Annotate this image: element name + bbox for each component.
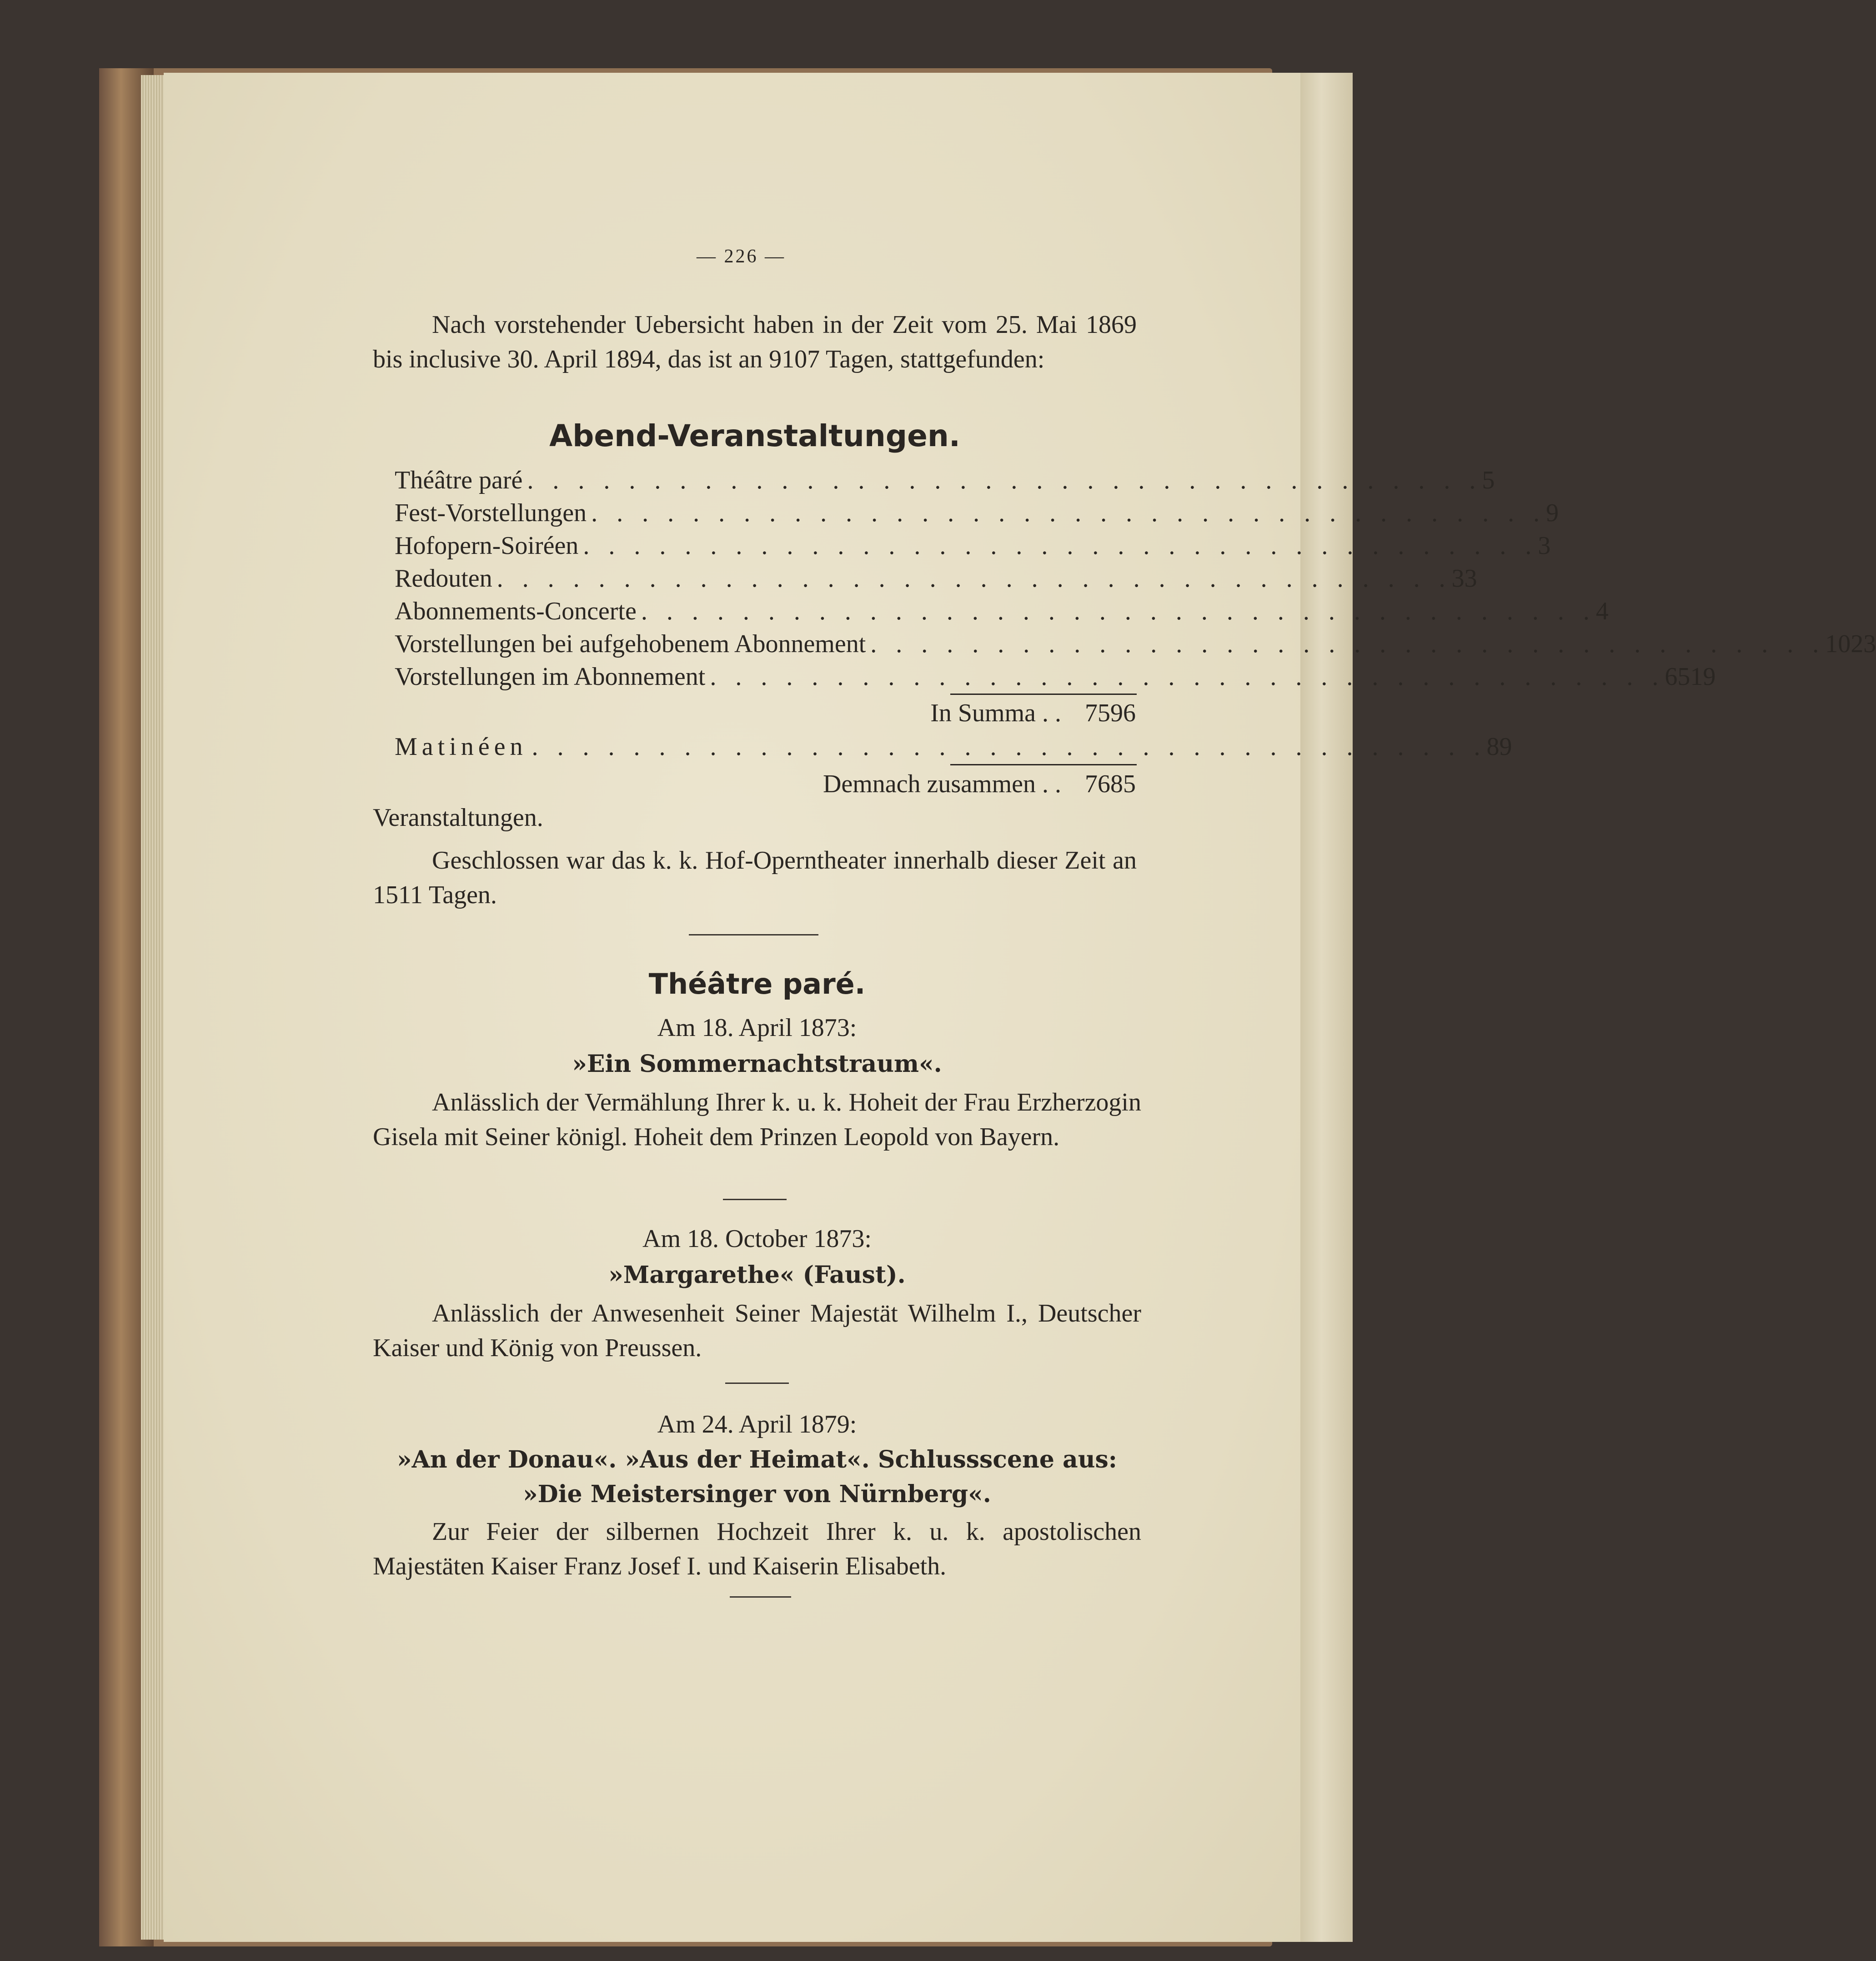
tally-label: Théâtre paré bbox=[395, 466, 523, 494]
tally-value: 4 bbox=[1595, 597, 1609, 625]
tally-row bbox=[395, 627, 1876, 661]
leader-dots: . . . . . . . . . . . . . . . . . . . . . . . . . . . . . . . . . . . . . . bbox=[532, 733, 1487, 761]
sum-value: 7596 bbox=[1085, 699, 1136, 727]
entry-occasion: Zur Feier der silbernen Hochzeit Ihrer k. u. k. apostolischen Majestäten Kaiser Franz Josef I. und Kaiserin Elisabeth. bbox=[373, 1518, 1141, 1580]
closing-word: Veranstaltungen. bbox=[373, 804, 543, 832]
entry-divider bbox=[730, 1596, 791, 1598]
closed-days-paragraph: Geschlossen war das k. k. Hof-Operntheater innerhalb dieser Zeit an 1511 Tagen. bbox=[373, 846, 1137, 909]
tally-label: Redouten bbox=[395, 564, 492, 593]
tally-value: 6519 bbox=[1665, 663, 1716, 691]
tally-row bbox=[395, 528, 1551, 563]
sum-row bbox=[395, 696, 1136, 730]
leader-dots: . . . . . . . . . . . . . . . . . . . . . . . . . . . . . . . . . . . . . . bbox=[641, 597, 1596, 625]
tally-row bbox=[395, 496, 1559, 530]
entry-date: Am 18. April 1873: bbox=[657, 1014, 857, 1042]
tally-label: Abonnements-Concerte bbox=[395, 597, 637, 625]
tally-label: Vorstellungen bei aufgehobenem Abonnement bbox=[395, 630, 866, 658]
tally-row bbox=[395, 561, 1477, 596]
tally-label: Matinéen bbox=[395, 733, 527, 761]
leader-dots: . . . . . . . . . . . . . . . . . . . . . . . . . . . . . . . . . . . . . . bbox=[710, 663, 1665, 691]
sum-label: In Summa . . bbox=[930, 699, 1061, 727]
leader-dots: . . . . . . . . . . . . . . . . . . . . . . . . . . . . . . . . . . . . . . bbox=[527, 466, 1482, 494]
tally-row bbox=[395, 594, 1609, 629]
entry-play: »Ein Sommernachtstraum«. bbox=[572, 1050, 942, 1078]
total-row bbox=[395, 767, 1136, 801]
leader-dots: . . . . . . . . . . . . . . . . . . . . . . . . . . . . . . . . . . . . . . bbox=[591, 499, 1546, 527]
entry-occasion: Anlässlich der Anwesenheit Seiner Majestät Wilhelm I., Deutscher Kaiser und König von Preussen. bbox=[373, 1299, 1141, 1362]
matineen-row bbox=[395, 729, 1512, 764]
section-heading-theatre-pare: Théâtre paré. bbox=[648, 967, 866, 1001]
tally-label: Fest-Vorstellungen bbox=[395, 499, 587, 527]
entry-date: Am 24. April 1879: bbox=[657, 1410, 857, 1438]
section-heading-abend: Abend-Veranstaltungen. bbox=[549, 418, 960, 453]
total-rule bbox=[950, 764, 1137, 765]
tally-value: 1023 bbox=[1825, 630, 1876, 658]
page-number: — 226 — bbox=[697, 246, 786, 267]
sum-rule bbox=[950, 694, 1137, 695]
total-value: 7685 bbox=[1085, 770, 1136, 798]
section-divider bbox=[689, 934, 818, 935]
tally-value: 9 bbox=[1546, 499, 1559, 527]
tally-value: 5 bbox=[1482, 466, 1495, 494]
entry-occasion: Anlässlich der Vermählung Ihrer k. u. k. Hoheit der Frau Erzherzogin Gisela mit Seiner königl. Hoheit dem Prinzen Leopold von Bayern. bbox=[373, 1088, 1141, 1151]
leader-dots: . . . . . . . . . . . . . . . . . . . . . . . . . . . . . . . . . . . . . . bbox=[870, 630, 1826, 658]
intro-paragraph: Nach vorstehender Uebersicht haben in der Zeit vom 25. Mai 1869 bis inclusive 30. April 1894, das ist an 9107 Tagen, stattgefunden: bbox=[373, 311, 1137, 373]
entry-divider bbox=[725, 1383, 789, 1384]
entry-date: Am 18. October 1873: bbox=[642, 1225, 872, 1253]
leader-dots: . . . . . . . . . . . . . . . . . . . . . . . . . . . . . . . . . . . . . . bbox=[583, 532, 1538, 560]
entry-play: »Margarethe« (Faust). bbox=[608, 1261, 906, 1289]
tally-value: 3 bbox=[1538, 532, 1551, 560]
tally-value: 89 bbox=[1486, 733, 1512, 761]
tally-value: 33 bbox=[1451, 564, 1477, 593]
leader-dots: . . . . . . . . . . . . . . . . . . . . . . . . . . . . . . . . . . . . . . bbox=[497, 564, 1452, 593]
entry-divider bbox=[723, 1199, 787, 1200]
tally-label: Vorstellungen im Abonnement bbox=[395, 663, 706, 691]
entry-play: »An der Donau«. »Aus der Heimat«. Schlussscene aus: »Die Meistersinger von Nürnberg«. bbox=[397, 1446, 1117, 1508]
facing-page-edge bbox=[1300, 73, 1353, 1942]
total-label: Demnach zusammen . . bbox=[823, 770, 1061, 798]
tally-row bbox=[395, 659, 1716, 694]
tally-row bbox=[395, 463, 1495, 498]
tally-label: Hofopern-Soiréen bbox=[395, 532, 579, 560]
